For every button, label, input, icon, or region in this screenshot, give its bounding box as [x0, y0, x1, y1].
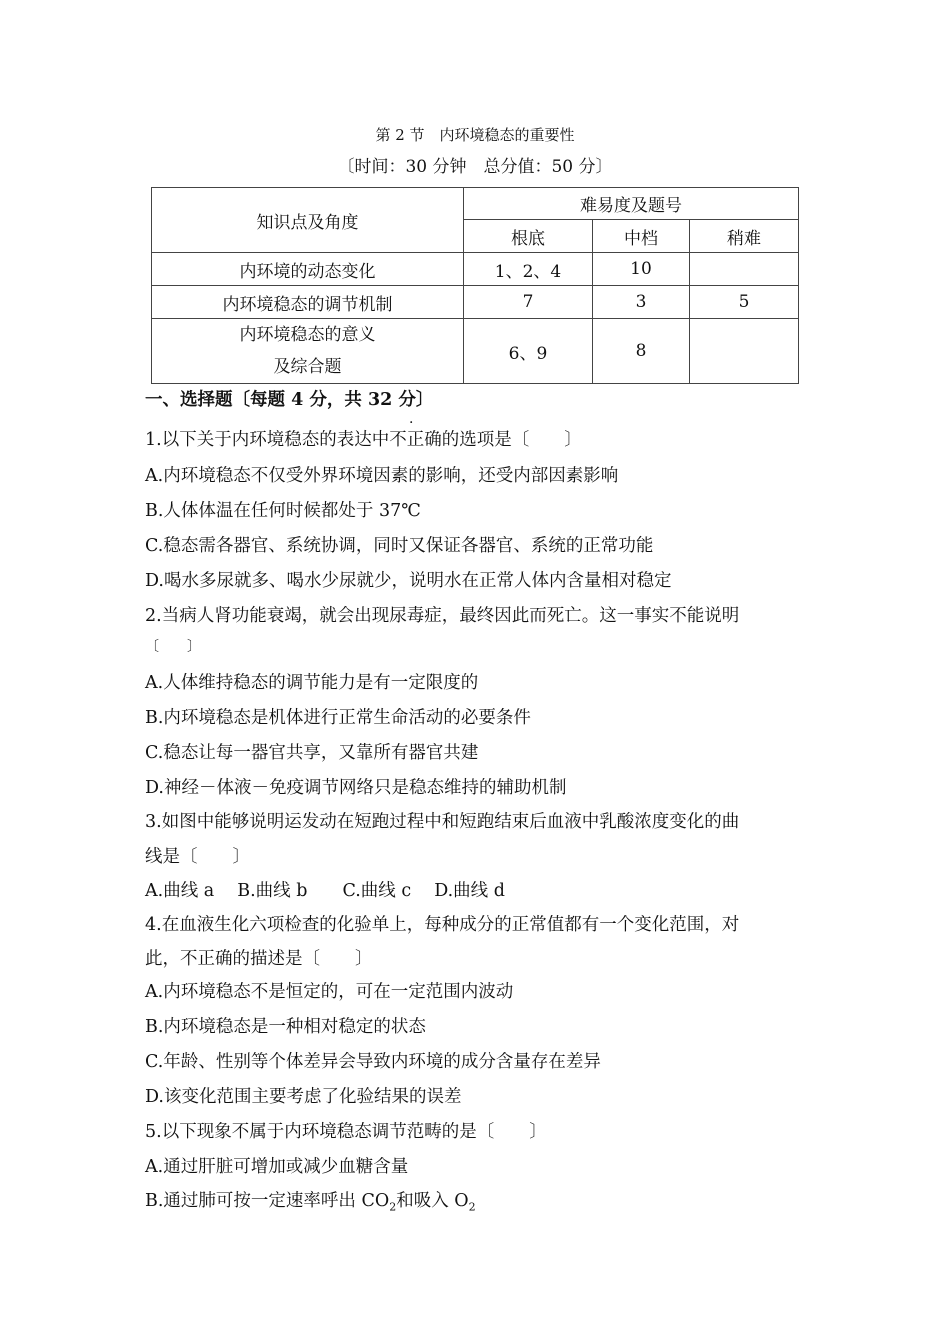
- col-hard: 稍难: [690, 220, 799, 253]
- difficulty-header: 难易度及题号: [464, 188, 799, 220]
- option-1c: C.稳态需各器官、系统协调，同时又保证各器官、系统的正常功能: [145, 536, 654, 556]
- cell: 1、2、4: [464, 253, 593, 286]
- option-5b-text: B.通过肺可按一定速率呼出 CO: [145, 1191, 390, 1211]
- option-2d: D.神经－体液－免疫调节网络只是稳态维持的辅助机制: [145, 778, 567, 798]
- row-label-line2: 及综合题: [273, 357, 342, 377]
- option-4c: C.年龄、性别等个体差异会导致内环境的成分含量存在差异: [145, 1052, 601, 1072]
- row-label: 内环境稳态的调节机制: [152, 286, 464, 319]
- question-5: 5.以下现象不属于内环境稳态调节范畴的是〔 〕: [145, 1122, 547, 1142]
- row-label: 内环境的动态变化: [152, 253, 464, 286]
- exam-info: 〔时间：30 分钟 总分值：50 分〕: [337, 157, 613, 177]
- cell: 8: [593, 319, 690, 384]
- table-corner: 知识点及角度: [152, 188, 464, 253]
- option-5b-text2: 和吸入 O: [396, 1191, 469, 1211]
- cell: [690, 253, 799, 286]
- option-5a: A.通过肝脏可增加或减少血糖含量: [145, 1157, 409, 1177]
- row-label-line1: 内环境稳态的意义: [239, 325, 376, 345]
- knowledge-table: [151, 187, 799, 384]
- question-4-cont: 此，不正确的描述是〔 〕: [145, 949, 373, 969]
- subscript: 2: [389, 1200, 397, 1214]
- option-2a: A.人体维持稳态的调节能力是有一定限度的: [145, 673, 479, 693]
- option-4a: A.内环境稳态不是恒定的，可在一定范围内波动: [145, 982, 514, 1002]
- cell: [690, 319, 799, 384]
- table-row: [152, 253, 799, 286]
- cell: 10: [593, 253, 690, 286]
- table-row: [152, 286, 799, 319]
- table-row: [152, 319, 799, 384]
- emphasis-dot: ·: [409, 415, 414, 431]
- col-basic: 根底: [464, 220, 593, 253]
- question-2: 2.当病人肾功能衰竭，就会出现尿毒症，最终因此而死亡。这一事实不能说明: [145, 606, 740, 626]
- option-1d: D.喝水多尿就多、喝水少尿就少，说明水在正常人体内含量相对稳定: [145, 571, 672, 591]
- cell: 5: [690, 286, 799, 319]
- question-2-cont: 〔 〕: [145, 639, 201, 655]
- option-5b: [145, 1187, 476, 1214]
- option-2b: B.内环境稳态是机体进行正常生命活动的必要条件: [145, 708, 531, 728]
- question-4: 4.在血液生化六项检查的化验单上，每种成分的正常值都有一个变化范围，对: [145, 915, 740, 935]
- question-3-cont: 线是〔 〕: [145, 847, 250, 867]
- options-3: A.曲线 a B.曲线 b C.曲线 c D.曲线 d: [145, 881, 505, 901]
- col-medium: 中档: [593, 220, 690, 253]
- cell: 3: [593, 286, 690, 319]
- option-4d: D.该变化范围主要考虑了化验结果的误差: [145, 1087, 462, 1107]
- option-1a: A.内环境稳态不仅受外界环境因素的影响，还受内部因素影响: [145, 466, 619, 486]
- question-3: 3.如图中能够说明运发动在短跑过程中和短跑结束后血液中乳酸浓度变化的曲: [145, 812, 740, 832]
- option-2c: C.稳态让每一器官共享，又靠所有器官共建: [145, 743, 479, 763]
- cell: 6、9: [464, 319, 593, 384]
- subscript: 2: [468, 1200, 476, 1214]
- option-1b: B.人体体温在任何时候都处于 37℃: [145, 501, 421, 521]
- option-4b: B.内环境稳态是一种相对稳定的状态: [145, 1017, 426, 1037]
- row-label: [152, 319, 464, 384]
- cell: 7: [464, 286, 593, 319]
- question-1: 1.以下关于内环境稳态的表达中不正确的选项是〔 〕: [145, 430, 582, 450]
- section-title: 第 2 节 内环境稳态的重要性: [375, 126, 575, 144]
- section-heading: 一、选择题〔每题 4 分，共 32 分〕: [145, 390, 434, 410]
